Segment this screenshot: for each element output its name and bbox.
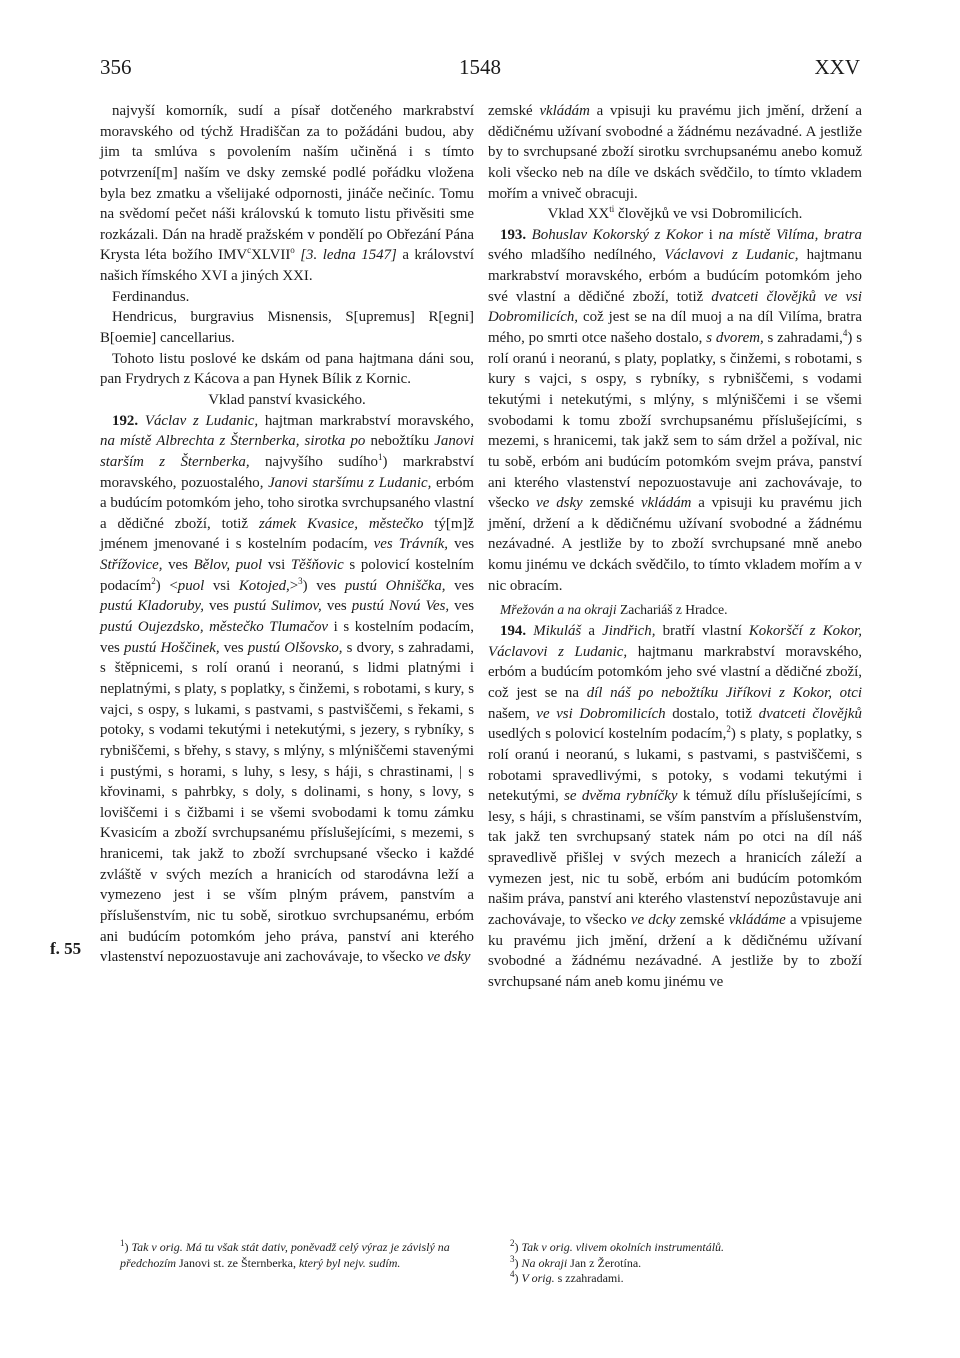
- paragraph: 194. Mikuláš a Jindřich, bratří vlastní Kokorščí z Kokor, Václavovi z Ludanic, hajtmanu markrabství moravského, erbóm a budúcím potomkóm jeho své vlastní a dědičné zboží, což jest se na díl náš po nebožtíku Jiříkovi z Kokor, otci našem, ve vsi Dobromilicích dostalo, totiž dvatceti človějků usedlých s polovicí kostelním podacím,$^2$) s platy, s poplatky, s rolí oranú i neoranú, s lukami, s pastvami, s pastviščemi, s robotami spravedlivými, s potoky, s vodami tekutými i netekutými, se dvěma rybníčky k témuž dílu příslušejícími, s lesy, s háji, s chrastinami, se vším panstvím a příslušenstvím, tak jakž ten svrchupsaný statek nám po otci na díl náš spravedlivě přišlej v svých mezech a hranicích záleží a vymezen jest, nic tu sobě, erbóm ani budúcím potomkóm našim práva, panství ani kterého vlastenství nepozůstavuje ani zachovávaje, to všecko ve dcky zemské vkládáme a vpisujeme ku pravému jich jmění, držení a k dědičnému užívaní svobodné a žádnému nezávadné. A jestliže by to zboží svrchupsané nám aneb komu jinému ve: [488, 623, 863, 990]
- paragraph: najvyší komorník, sudí a písař dotčeného markrabství moravského od týchž Hradiščan za to požádáni budou, aby jim ta smlúva s povolením naším učiněná i s tímto potvrzení[m] naším ve dsky zemské podlé pořádku vložena byla bez zmatku a všelijaké odpornosti, jináče nečiníc. Tomu na svědomí pečet náši královskú k tomuto listu přivěsiti sme rozkázali. Dán na hradě pražském v pondělí po Obřezání Pána Krysta léta božího IMV$^c$XLVII$^o$ [3. ledna 1547] a království našich římského XVI a jiných XXI.: [100, 103, 474, 285]
- footnote: $^2$) Tak v orig. vlivem okolních instrumentálů.: [510, 1238, 725, 1254]
- paragraph: Vklad panství kvasického.: [208, 391, 366, 408]
- footnote: $^4$) V orig. s zzahradami.: [510, 1269, 624, 1286]
- paragraph: zemské vkládám a vpisuji ku pravému jich jmění, držení a dědičnému užívaní svobodné a žádnému nezávadné. A jestliže by to svrchupsané zboží sirotku svrchupsanému anebo komuž koli všecko neb na díle ve dskách svědčilo, to tímto vkladem mořím a vniveč obracuji.: [488, 103, 863, 202]
- left-text-column: [100, 101, 474, 968]
- page-year-heading: 1548: [459, 55, 501, 79]
- footnote: $^1$) Tak v orig. Má tu však stát dativ, poněvadž celý výraz je závislý na předchozím Janovi st. ze Šternberka, který byl nejv. sudím.: [120, 1238, 450, 1270]
- paragraph: Hendricus, burgravius Misnensis, S[upremus] R[egni] B[oemie] cancellarius.: [100, 309, 474, 347]
- roman-numeral-heading: XXV: [814, 55, 860, 79]
- paragraph: Vklad $XX^{ti}$ človějků ve vsi Dobromilicích.: [547, 204, 803, 223]
- paragraph: Tohoto listu poslové ke dskám od pana hajtmana dáni sou, pan Frydrych z Kácova a pan Hynek Bílik z Kornic.: [100, 350, 474, 388]
- footnotes-left: [120, 1240, 470, 1271]
- right-text-column: [488, 101, 862, 993]
- page-number: 356: [100, 55, 132, 79]
- folio-margin-note: f. 55: [50, 939, 82, 958]
- paragraph: Mřežován a na okraji Zachariáš z Hradce.: [500, 602, 728, 618]
- footnote: $^3$) Na okraji Jan z Žerotína.: [510, 1253, 642, 1270]
- paragraph: 192. Václav z Ludanic, hajtman markrabství moravského, na místě Albrechta z Šternberka, sirotka po nebožtíku Janovi starším z Šternberka, najvyšího sudího$^1$) markrabství moravského, pozuostalého, Janovi staršímu z Ludanic, erbóm a budúcím potomkóm jeho, toho sirotka svrchupsaného vlastní a dědičné zboží, totiž zámek Kvasice, městečko tý[m]ž jménem jmenované i s kostelním podacím, ves Trávník, ves Střížovice, ves Bělov, puol vsi Těšňovic s polovicí kostelním podacím$^2$) <puol vsi Kotojed,>$^3$) ves pustú Ohniščka, ves pustú Kladoruby, ves pustú Sulimov, ves pustú Novú Ves, ves pustú Oujezdsko, městečko Tlumačov i s kostelním podacím, ves pustú Hoščinek, ves pustú Olšovsko, s dvory, s zahradami, s štěpnicemi, s rolí oranú i neoranú, s lidmi platnými i neplatnými, s platy, s poplatky, s činžemi, s robotami, s kury, s vajci, s ospy, s lukami, s pastvami, s pastviščemi, s řekami, s potoky, s vodami tekutými i netekutými, s jezery, s rybníky, s rybniščemi, s břehy, s stavy, s mlýny, s mlýniščemi stavenými i pustými, s horami, s luhy, s lesy, s háji, s chrastinami, | s křovinami, s pahrbky, s doly, s dolinami, s hony, s lovy, s loviščemi i s čižbami i se všemi svobodami k tomu zámku Kvasicím a zboží svrchupsanému příslušejícími, s mezemi, s hranicemi, tak jakž to zboží svrchupsané všecko i každé zvláště v svých mezích a hranicích od starodávna leží a vymezeno jest i se vším plným právem, panstvím a příslušenstvím, nic tu sobě, sirotkuo svrchupsanému, erbóm ani budúcím potomkóm jeho práva, panství ani kterého vlastenství nepozuostavuje ani zachovávaje, to všecko ve dsky: [100, 412, 475, 966]
- footnotes-right: [510, 1240, 860, 1287]
- paragraph: 193. Bohuslav Kokorský z Kokor i na místě Vilíma, bratra svého mladšího nedílného, Václavovi z Ludanic, hajtmanu markrabství moravského, erbóm a budúcím potomkóm jeho své vlastní a dědičné zboží, totiž dvatceti človějků ve vsi Dobromilicích, což jest se na díl muoj a na díl Vilíma, bratra mého, po smrti otce našeho dostalo, s dvorem, s zahradami,$^4$) s rolí oranú i neoranú, s platy, poplatky, s činžemi, s robotami, s kury s vajci, s ospy, s rybníky, s rybniščemi, s vodami tekutými i netekutými, s mlýny, s mlýniščemi i se všemi svobodami k tomu zboží svrchupsanému příslušejícími, s mezemi, s hranicemi, tak jakž sem to sám držel a požíval, nic tu sobě, erbóm ani budúcím potomkóm svejm práva, panství ani kterého vlastenství nepozuostavuje ani zachovávaje, to všecko ve dsky zemské vkládám a vpisuji ku pravému jich jmění, držení a k dědičnému užívaní svobodné a žádnému nezávadné. A jestliže by to zboží svrchupsané mně anebo komu jinému ve dckách svědčilo, to tímto vkladem mořím a v nic obracím.: [488, 226, 862, 594]
- paragraph: Ferdinandus.: [112, 288, 190, 305]
